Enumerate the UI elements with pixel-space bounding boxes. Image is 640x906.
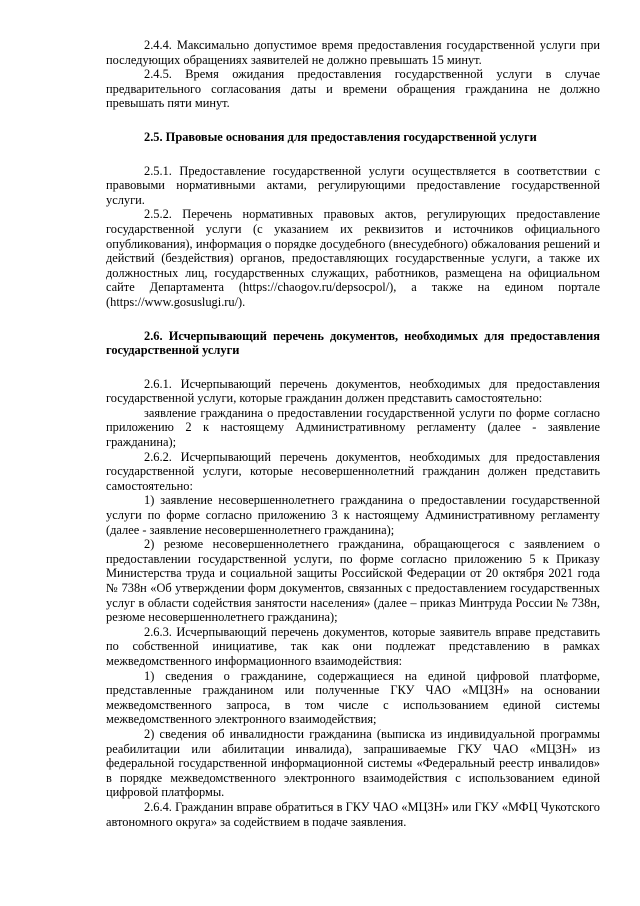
paragraph-2-6-2-item-2: 2) резюме несовершеннолетнего гражданина, обращающегося с заявлением о предоставлении государственной услуги, по форме согласно приложению 5 к Приказу Министерства труда и социальной защиты Российской Федерации от 20 октября 2021 года № 738н «Об утверждении форм документов, связанных с предоставлением государственных услуг в области содействия занятости населения» (далее – приказ Минтруда России № 738н, резюме несовершеннолетнего гражданина);: [106, 537, 600, 625]
section-heading-2-6: 2.6. Исчерпывающий перечень документов, необходимых для предоставления государственной услуги: [106, 328, 600, 358]
paragraph-2-6-1: 2.6.1. Исчерпывающий перечень документов, необходимых для предоставления государственной услуги, которые гражданин должен представить самостоятельно:: [106, 376, 600, 406]
paragraph-2-6-2: 2.6.2. Исчерпывающий перечень документов, необходимых для предоставления государственной услуги, которые несовершеннолетний гражданин должен представить самостоятельно:: [106, 449, 600, 493]
paragraph-2-5-2: 2.5.2. Перечень нормативных правовых актов, регулирующих предоставление государственной услуги (с указанием их реквизитов и источников официального опубликования), информация о порядке досудебного (внесудебного) обжалования решений и действий (бездействия) органов, предоставляющих государственные услуги, а также их должностных лиц, государственных служащих, работников, размещена на официальном сайте Департамента (https://chaogov.ru/depsocpol/), а также на едином портале (https://www.gosuslugi.ru/).: [106, 207, 600, 309]
paragraph-2-6-3: 2.6.3. Исчерпывающий перечень документов, которые заявитель вправе представить по собственной инициативе, так как они подлежат представлению в рамках межведомственного информационного взаимодействия:: [106, 624, 600, 668]
paragraph-2-4-4: 2.4.4. Максимально допустимое время предоставления государственной услуги при последующих обращениях заявителей не должно превышать 15 минут.: [106, 38, 600, 67]
paragraph-2-6-2-item-1: 1) заявление несовершеннолетнего гражданина о предоставлении государственной услуги по форме согласно приложению 3 к настоящему Административному регламенту (далее - заявление несовершеннолетнего гражданина);: [106, 493, 600, 537]
section-heading-2-5: 2.5. Правовые основания для предоставления государственной услуги: [144, 129, 537, 144]
paragraph-2-6-3-item-1: 1) сведения о гражданине, содержащиеся на единой цифровой платформе, представленные гражданином или полученные ГКУ ЧАО «МЦЗН» на основании межведомственного запроса, в том числе с использованием единой системы межведомственного электронного взаимодействия;: [106, 668, 600, 727]
paragraph-2-6-3-item-2: 2) сведения об инвалидности гражданина (выписка из индивидуальной программы реабилитации или абилитации инвалида), запрашиваемые ГКУ ЧАО «МЦЗН» из федеральной государственной информационной системы «Федеральный реестр инвалидов» в порядке межведомственного электронного взаимодействия с использованием единой цифровой платформы.: [106, 726, 600, 800]
paragraph-2-5-1: 2.5.1. Предоставление государственной услуги осуществляется в соответствии с правовыми нормативными актами, регулирующими предоставление государственной услуги.: [106, 163, 600, 207]
paragraph-2-4-5: 2.4.5. Время ожидания предоставления государственной услуги в случае предварительного согласования даты и времени обращения гражданина не должно превышать пяти минут.: [106, 67, 600, 111]
paragraph-2-6-4: 2.6.4. Гражданин вправе обратиться в ГКУ ЧАО «МЦЗН» или ГКУ «МФЦ Чукотского автономного округа» за содействием в подаче заявления.: [106, 799, 600, 829]
paragraph-2-6-1-application: заявление гражданина о предоставлении государственной услуги по форме согласно приложению 2 к настоящему Административному регламенту (далее - заявление гражданина);: [106, 405, 600, 450]
